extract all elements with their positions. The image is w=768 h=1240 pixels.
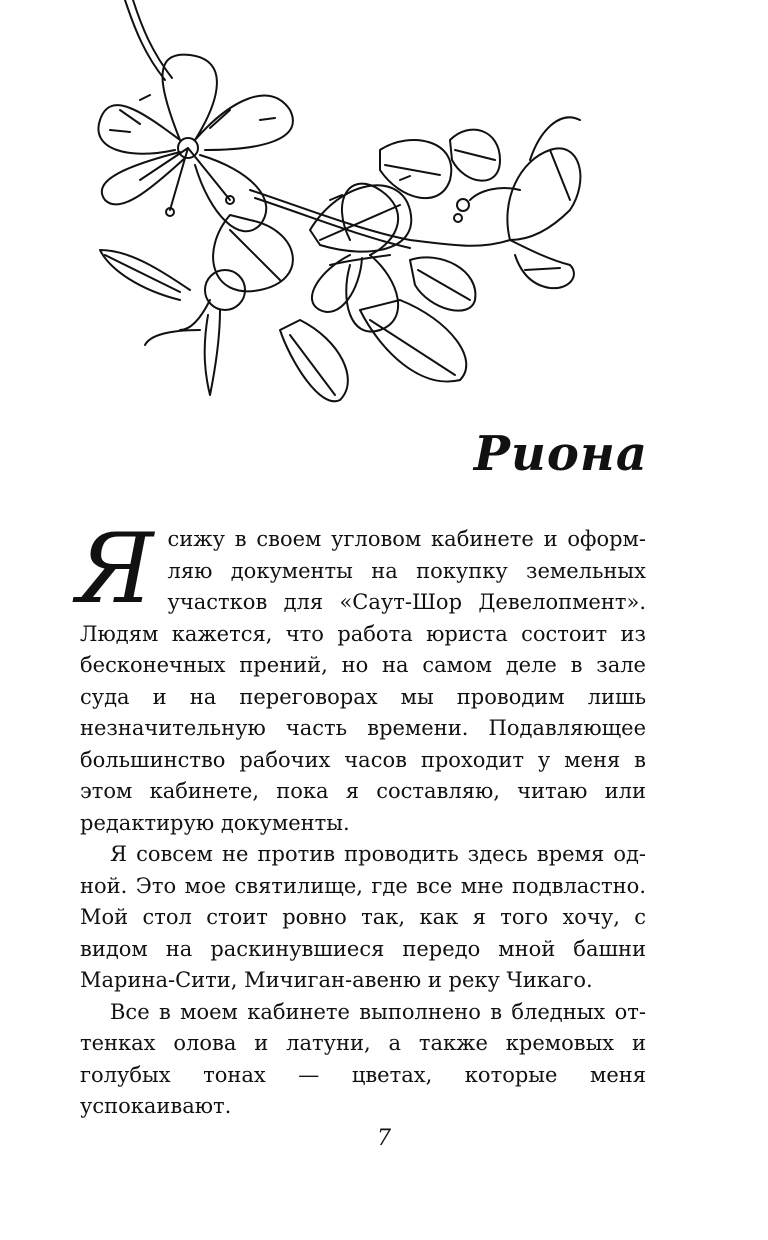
hibiscus-flower-icon	[80, 0, 600, 430]
drop-cap: Я	[76, 513, 154, 625]
page-number: 7	[377, 1126, 391, 1151]
paragraph: Все в моем кабинете выполнено в бледных оттенках олова и латуни, а также кремовых и голубых тонах — цветах, которые меня успокаивают.	[80, 999, 646, 1118]
chapter-title: Риона	[473, 426, 648, 482]
flower-large	[98, 55, 292, 232]
paragraph	[76, 513, 646, 839]
paragraph: Я совсем не против проводить здесь время одной. Это мое святилище, где все мне подвластно. Мой стол стоит ровно так, как я того хочу, с видом на раскинувшиеся передо мной башни Марина-Сити, Мичиган-авеню и реку Чикаго.	[80, 842, 646, 992]
paragraph-text: сижу в своем угловом кабинете и оформляю документы на покупку земельных участков для «Саут-Шор Девелопмент». Людям кажется, что работа юриста состоит из бесконечных прений, но на самом деле в зале суда и на переговорах мы проводим лишь незначительную часть времени. Подавляющее большинство рабочих часов проходит у меня в этом кабинете, пока я составляю, читаю или редактирую документы.	[80, 527, 646, 835]
body-text	[76, 513, 646, 1123]
